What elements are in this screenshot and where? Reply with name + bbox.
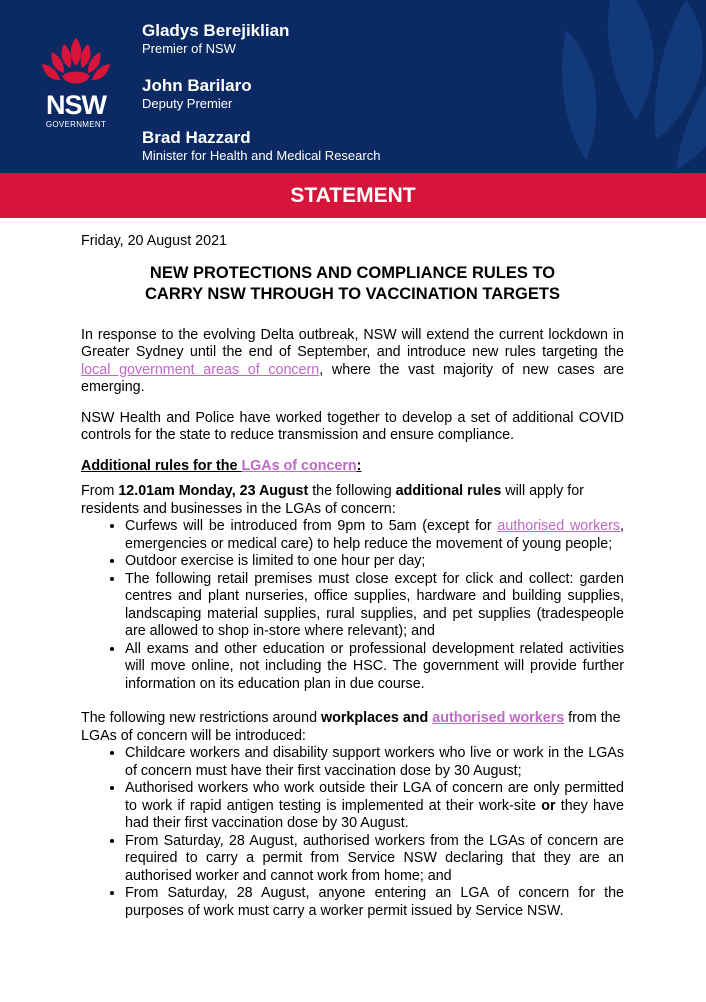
list-item: • From Saturday, 28 August, authorised workers from the LGAs of concern are required to carry a permit from Service NSW declaring that they are an authorised worker and cannot work from home; and xyxy=(125,833,624,886)
title-line-1: NEW PROTECTIONS AND COMPLIANCE RULES TO xyxy=(149,263,556,282)
text: from the LGAs of concern will be introduced: xyxy=(81,710,621,744)
section-heading xyxy=(81,458,624,476)
work-list xyxy=(81,745,624,920)
minister-name: Brad Hazzard xyxy=(142,128,251,147)
compliance-paragraph: NSW Health and Police have worked together to develop a set of additional COVID controls for the state to reduce transmission and ensure compliance. xyxy=(81,409,624,443)
text: workplaces and xyxy=(321,710,429,726)
logo-wordmark: NSW xyxy=(46,90,106,120)
intro-paragraph xyxy=(81,327,624,397)
minister-role: Deputy Premier xyxy=(142,96,233,111)
text: In response to the evolving Delta outbreak, NSW will extend the current lockdown in Greater Sydney until the end of September, and introduce new rules targeting the xyxy=(81,326,624,360)
waratah-watermark-icon xyxy=(486,0,706,173)
text: Additional rules for the xyxy=(81,457,242,474)
text: : xyxy=(356,457,362,474)
minister-3 xyxy=(142,128,380,164)
text: The following new restrictions around xyxy=(81,710,321,726)
text: Authorised workers who work outside their LGA of concern are only permitted to work if rapid antigen testing is implemented at their work-site xyxy=(125,780,624,814)
minister-name: Gladys Berejiklian xyxy=(142,21,290,40)
minister-1 xyxy=(142,21,289,57)
list-item: • Childcare workers and disability support workers who live or work in the LGAs of concern must have their first vaccination dose by 30 August; xyxy=(125,745,624,780)
title-line-2: CARRY NSW THROUGH TO VACCINATION TARGETS xyxy=(145,284,560,303)
list-item: • From Saturday, 28 August, anyone entering an LGA of concern for the purposes of work must carry a worker permit issued by Service NSW. xyxy=(125,885,624,920)
list-item: • Outdoor exercise is limited to one hour per day; xyxy=(125,553,624,571)
statement-banner: STATEMENT xyxy=(0,173,706,218)
statement-body xyxy=(81,233,624,937)
text: the following xyxy=(308,483,396,499)
list-item xyxy=(125,518,624,553)
work-intro xyxy=(81,710,624,745)
lgas-of-concern-link[interactable]: LGAs of concern xyxy=(241,457,357,474)
list-item: • All exams and other education or professional development related activities will move online, not including the HSC. The government will provide further information on its education plan in due course. xyxy=(125,641,624,694)
text: From xyxy=(81,483,119,499)
header xyxy=(0,0,706,173)
minister-role: Minister for Health and Medical Research xyxy=(142,148,381,163)
text: or xyxy=(541,797,556,814)
text: Curfews will be introduced from 9pm to 5am (except for xyxy=(125,518,498,534)
text: they have had their first vaccination dose by 30 August. xyxy=(125,797,624,831)
minister-role: Premier of NSW xyxy=(142,41,236,56)
minister-name: John Barilaro xyxy=(142,76,252,95)
rules-list xyxy=(81,518,624,693)
list-item: • The following retail premises must close except for click and collect: garden centres and plant nurseries, office supplies, hardware and building supplies, landscaping material supplies, rural supplies, and pet supplies (tradespeople are allowed to shop in-store where relevant); and xyxy=(125,571,624,641)
statement-title xyxy=(81,263,624,305)
text: , emergencies or medical care) to help reduce the movement of young people; xyxy=(125,518,624,552)
logo-subtitle: GOVERNMENT xyxy=(45,120,107,129)
lga-of-concern-link[interactable]: local government areas of concern xyxy=(81,361,320,378)
waratah-icon xyxy=(36,36,116,92)
text: additional rules xyxy=(395,483,502,499)
authorised-workers-link[interactable]: authorised workers xyxy=(432,710,565,726)
text: , where the vast majority of new cases are emerging. xyxy=(81,361,624,395)
minister-2 xyxy=(142,76,252,112)
authorised-workers-link[interactable]: authorised workers xyxy=(497,518,621,534)
rules-intro xyxy=(81,483,624,518)
statement-date: Friday, 20 August 2021 xyxy=(81,233,227,249)
text: 12.01am Monday, 23 August xyxy=(118,483,309,499)
text: will apply for residents and businesses in the LGAs of concern: xyxy=(81,483,584,517)
list-item xyxy=(125,780,624,833)
nsw-government-logo xyxy=(36,36,116,132)
